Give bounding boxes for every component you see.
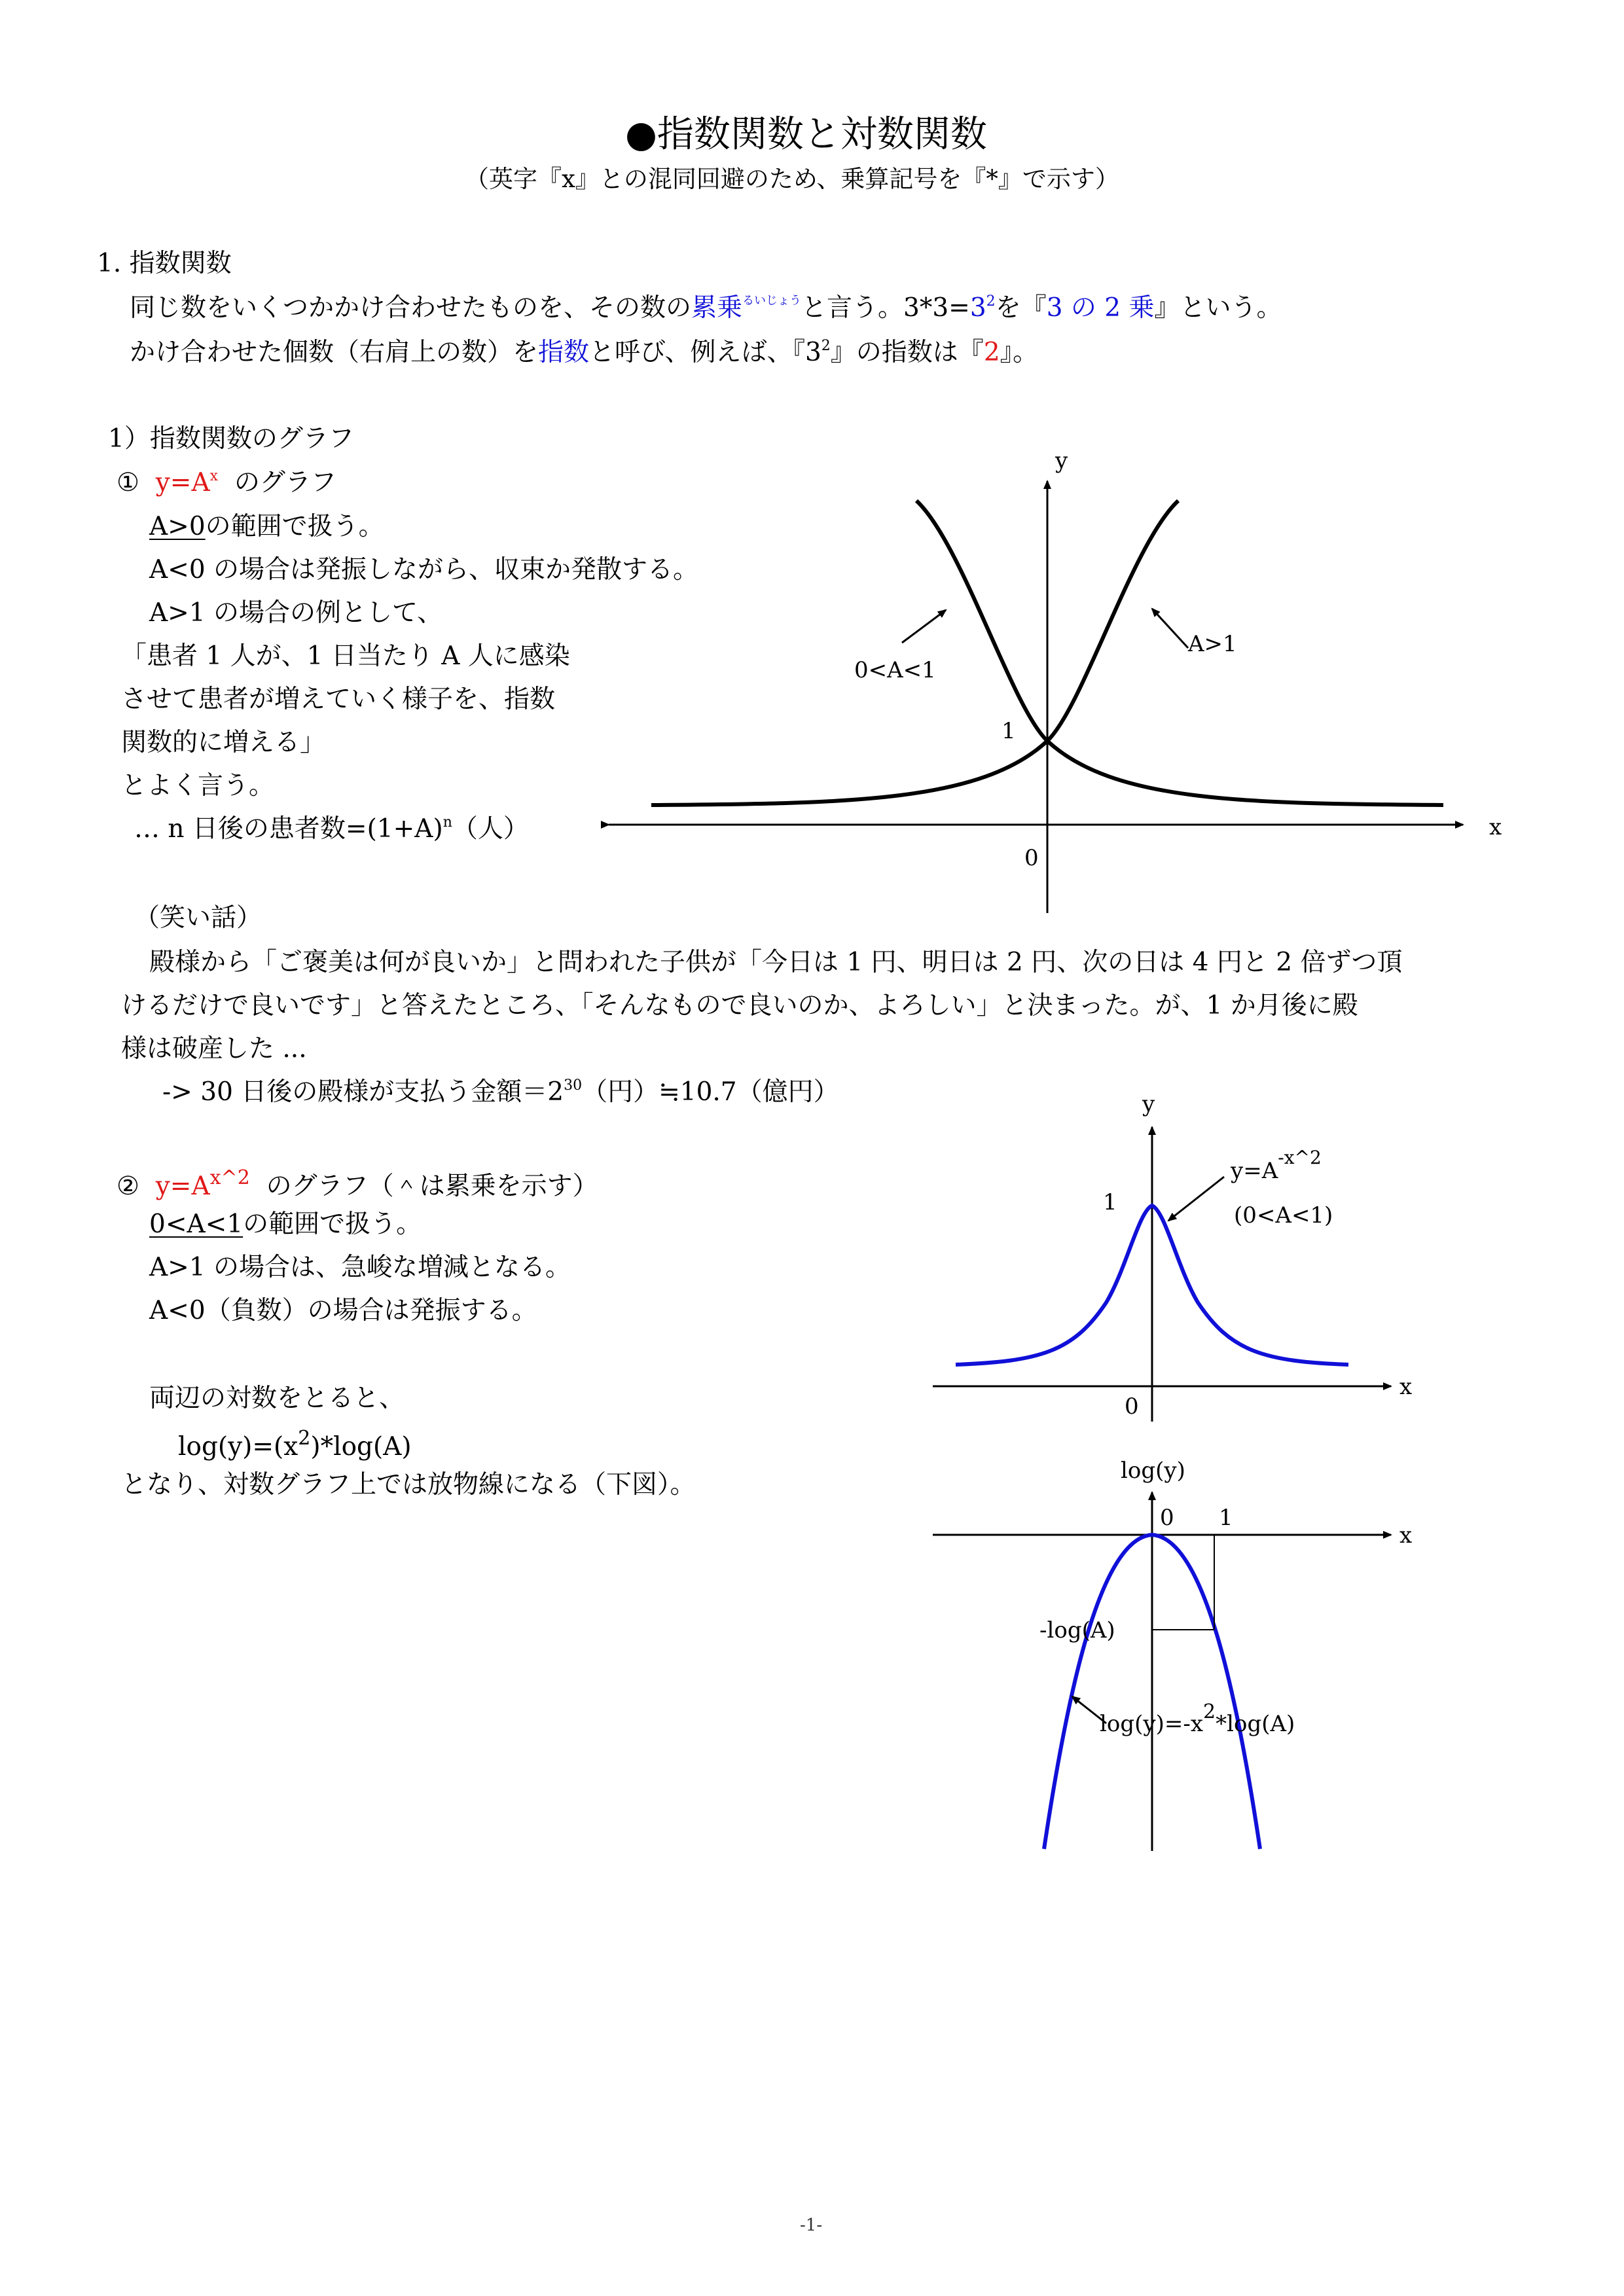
- arrow-right: [1152, 609, 1188, 648]
- neg-log-label: -log(A): [1039, 1617, 1115, 1643]
- one-label: 1: [1001, 718, 1016, 744]
- x-label: x: [1399, 1522, 1413, 1549]
- joke-line1: 殿様から「ご褒美は何が良いか」と問われた子供が「今日は 1 円、明日は 2 円、次の日は 4 円と 2 倍ずつ頂: [149, 948, 1403, 977]
- origin-label: 0: [1125, 1393, 1139, 1420]
- joke-heading: （笑い話）: [134, 903, 262, 933]
- item1-line8: … n 日後の患者数$=(1+A)^n$（人）: [134, 814, 529, 844]
- item1-line7: とよく言う。: [121, 771, 275, 800]
- curve-a-gt-1: [651, 501, 1178, 805]
- y-label: log(y): [1121, 1458, 1185, 1484]
- origin-label: 0: [1160, 1505, 1174, 1531]
- exponential-graph: [589, 445, 1506, 916]
- item2-heading: ② $y=A^{x\^{}2}$ のグラフ（＾は累乗を示す）: [117, 1166, 598, 1201]
- arrow-func: [1168, 1177, 1224, 1221]
- page-number: -1-: [800, 2215, 823, 2235]
- subsection-heading: 1）指数関数のグラフ: [108, 424, 354, 454]
- joke-line4: -> 30 日後の殿様が支払う金額$=2^{30}$（円）≒10.7（億円）: [162, 1077, 839, 1107]
- item1-line5: させて患者が増えていく様子を、指数: [121, 685, 556, 714]
- page-title: ●指数関数と対数関数: [625, 113, 987, 156]
- ruby-power: るいじょう: [742, 294, 802, 308]
- func-label: $y=A^{-x\^{}2}$: [1231, 1147, 1322, 1184]
- section-heading: 1. 指数関数: [97, 249, 232, 278]
- left-curve-label: 0<A<1: [854, 657, 936, 683]
- item1-line2: A<0 の場合は発振しながら、収束か発散する。: [149, 555, 699, 584]
- item1-line1: A>0の範囲で扱う。: [149, 512, 384, 541]
- item2-line4: 両辺の対数をとると、: [149, 1384, 405, 1413]
- page-subtitle: （英字『x』との混同回避のため、乗算記号を『*』で示す）: [465, 165, 1119, 193]
- joke-line3: 様は破産した ...: [121, 1034, 307, 1064]
- origin-label: 0: [1024, 845, 1039, 871]
- paragraph-power: 同じ数をいくつかかけ合わせたものを、その数の累乗$^{るいじょう}$と言う。$3*3=3^2$を『3 の 2 乗』という。: [130, 293, 1282, 323]
- term-exponent: 指数: [538, 338, 590, 367]
- item2-line5: $\log(y)=(x^2)*\log(A)$: [178, 1427, 412, 1462]
- x-label: x: [1399, 1374, 1413, 1400]
- item2-line1: 0<A<1の範囲で扱う。: [149, 1210, 422, 1239]
- term-power: 累乗: [691, 293, 743, 323]
- item2-line6: となり、対数グラフ上では放物線になる（下図）。: [121, 1470, 696, 1499]
- one-label: 1: [1103, 1189, 1117, 1215]
- paragraph-exponent: かけ合わせた個数（右肩上の数）を指数と呼び、例えば、『$3^2$』の指数は『2』。: [130, 338, 1039, 367]
- item1-line4: 「患者 1 人が、1 日当たり A 人に感染: [121, 641, 570, 671]
- y-label: y: [1055, 448, 1068, 474]
- y-label: y: [1142, 1091, 1155, 1117]
- item2-line2: A>1 の場合は、急峻な増減となる。: [149, 1253, 571, 1282]
- right-curve-label: A>1: [1188, 631, 1237, 657]
- joke-line2: けるだけで良いです」と答えたところ、「そんなもので良いのか、よろしい」と決まった。が、1 か月後に殿: [121, 991, 1358, 1020]
- quote-3-squared: 3 の 2 乗: [1046, 293, 1155, 323]
- arrow-left: [902, 610, 946, 643]
- func-label: log(y)=-x2*log(A): [1100, 1700, 1295, 1737]
- item2-line3: A<0（負数）の場合は発振する。: [149, 1296, 537, 1325]
- x-label: x: [1489, 814, 1502, 840]
- item1-line3: A>1 の場合の例として、: [149, 598, 443, 628]
- curve-a-lt-1: [916, 501, 1443, 805]
- item1-line6: 関数的に増える」: [121, 728, 326, 757]
- log-parabola-graph: [916, 1453, 1414, 1859]
- one-label: 1: [1219, 1505, 1233, 1531]
- item1-heading: ① $y=A^x$ のグラフ: [117, 468, 336, 497]
- gaussian-graph: [916, 1086, 1414, 1427]
- cond-label: (0<A<1): [1234, 1202, 1333, 1229]
